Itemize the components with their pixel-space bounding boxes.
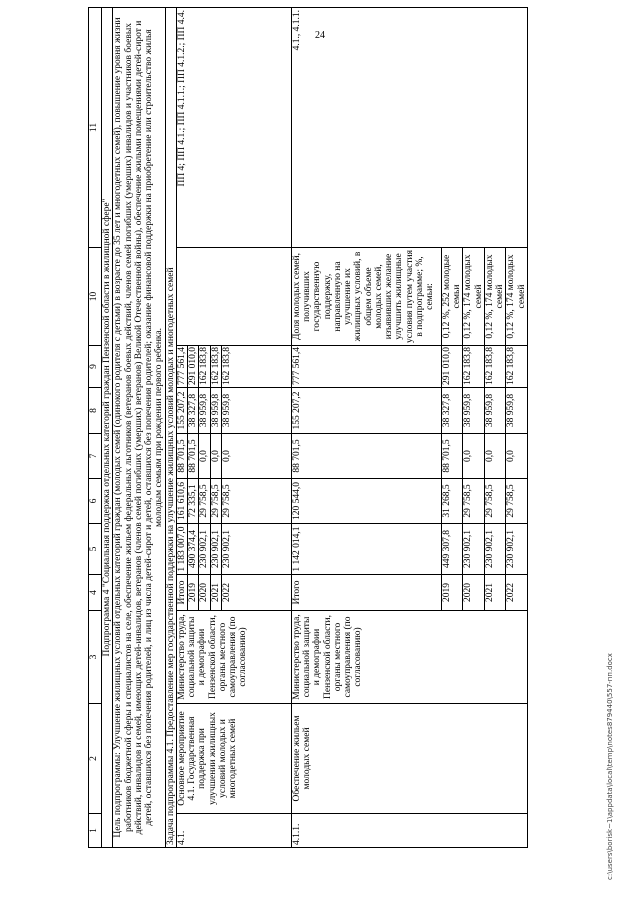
value-regional: 29 758,5 [463,479,485,524]
value-local: 38 959,8 [484,388,506,434]
measure-executor: Министерство труда, социальной защиты и демографии Пензенской области, органы местного самоуправления (по согласованию) [176,611,291,704]
subprogram-task: Задача подпрограммы 4.1. Предоставление мер государственной поддержки на улучшение жилищных условий молодых и многодетных семей [165,8,176,848]
value-total: 1 142 014,1 [291,524,441,575]
value-local: 38 959,8 [199,388,210,434]
year-cell: Итого [291,575,441,611]
value-extrabudget: 162 183,8 [484,346,506,388]
value-local: 155 207,2 [176,388,187,434]
value-total: 230 902,1 [221,524,291,575]
subprogram-goal: Цель подпрограммы: Улучшение жилищных условий отдельных категорий граждан (молодых семей (одинокого родителя с детьми) в возрасте до 35 лет и многодетных семей), повышение уровня жизни работников бюджетной сферы и специалистов на селе, обеспечение жильем федеральных льготников (ветеранов боевых действий, членов семей погибших (умерших) инвалидов и участников боевых действий, инвалидов и семей, имеющих детей-инвалидов, ветеранов (членов семей погибших (умерших) ветеранов) Великой Отечественной войны), обеспечение жилыми помещениями детей-сирот и детей, оставшихся без попечения родителей, и лиц из числа детей-сирот и детей, оставшихся без попечения родителей; оказание финансовой поддержки на приобретение или строительство жилья молодым семьям при рождении первого ребенка. [113,8,165,848]
task-row [165,8,176,848]
column-number: 1 [89,814,102,848]
column-number: 10 [89,248,102,346]
value-regional: 29 758,5 [506,479,528,524]
value-local: 38 327,8 [188,388,199,434]
year-cell: Итого [176,575,187,611]
column-number: 9 [89,346,102,388]
value-regional: 29 758,5 [484,479,506,524]
value-regional: 29 758,5 [199,479,210,524]
value-federal: 0,0 [221,434,291,479]
column-number-row [89,8,102,848]
row-number: 4.1.1. [291,814,527,848]
year-cell: 2020 [199,575,210,611]
value-extrabudget: 162 183,8 [463,346,485,388]
value-extrabudget: 162 183,8 [506,346,528,388]
value-total: 490 374,4 [188,524,199,575]
indicator-cell [176,248,291,346]
value-federal: 0,0 [210,434,221,479]
value-federal: 88 701,5 [176,434,187,479]
year-cell: 2020 [463,575,485,611]
value-extrabudget: 162 183,8 [199,346,210,388]
column-number: 7 [89,434,102,479]
value-federal: 88 701,5 [291,434,441,479]
value-regional: 72 335,1 [188,479,199,524]
column-number: 3 [89,611,102,704]
year-cell: 2022 [221,575,291,611]
value-total: 230 902,1 [506,524,528,575]
column-number: 2 [89,704,102,814]
value-extrabudget: 777 561,4 [176,346,187,388]
value-total: 230 902,1 [210,524,221,575]
value-local: 38 959,8 [463,388,485,434]
value-extrabudget: 291 010,0 [188,346,199,388]
year-cell: 2019 [441,575,463,611]
value-extrabudget: 777 561,4 [291,346,441,388]
subprogram-table [88,7,528,848]
indicator-cell: 0,12 %, 174 молодых семей [463,248,485,346]
year-cell: 2022 [506,575,528,611]
value-regional: 120 544,0 [291,479,441,524]
value-federal: 0,0 [199,434,210,479]
value-federal: 0,0 [506,434,528,479]
value-regional: 29 758,5 [210,479,221,524]
value-total: 1 183 007,0 [176,524,187,575]
value-federal: 0,0 [484,434,506,479]
indicator-cell: 0,12 %, 174 молодых семей [484,248,506,346]
column-number: 11 [89,8,102,248]
year-cell: 2021 [484,575,506,611]
page-number: 24 [315,30,325,41]
value-federal: 0,0 [463,434,485,479]
value-total: 449 307,8 [441,524,463,575]
table-row [176,8,187,848]
footer-file-path: c:\users\borisk~1\appdata\local\temp\notes879440\557-пп.docx [606,653,614,880]
value-federal: 88 701,5 [188,434,199,479]
column-number: 4 [89,575,102,611]
measure-name: Основное мероприятие 4.1. Государственная поддержка при улучшении жилищных условий молодых и многодетных семей [176,704,291,814]
value-federal: 88 701,5 [441,434,463,479]
value-extrabudget: 162 183,8 [210,346,221,388]
value-regional: 161 610,6 [176,479,187,524]
value-local: 38 959,8 [506,388,528,434]
year-cell: 2021 [210,575,221,611]
value-extrabudget: 291 010,0 [441,346,463,388]
value-total: 230 902,1 [484,524,506,575]
value-local: 38 327,8 [441,388,463,434]
column-number: 6 [89,479,102,524]
table-row [291,8,441,848]
measure-name: Обеспечение жильем молодых семей [291,704,527,814]
column-number: 8 [89,388,102,434]
value-total: 230 902,1 [463,524,485,575]
value-total: 230 902,1 [199,524,210,575]
subprogram-title: Подпрограмма 4 "Социальная поддержка отдельных категорий граждан Пензенской области в жилищной сфере" [102,8,113,848]
value-regional: 31 268,5 [441,479,463,524]
value-local: 38 959,8 [221,388,291,434]
column-number: 5 [89,524,102,575]
goal-row [113,8,165,848]
subprogram-title-row [102,8,113,848]
indicator-ref: 4.1., 4.1.1. [291,8,527,248]
indicator-cell: Доля молодых семей, получивших государственную поддержку, направленную на улучшение их жилищных условий, в общем объеме молодых семей, изъявивших желание улучшить жилищные условия путем участия в подпрограмме; %, семьи: [291,248,441,346]
value-extrabudget: 162 183,8 [221,346,291,388]
row-number: 4.1. [176,814,291,848]
value-local: 38 959,8 [210,388,221,434]
indicator-cell: 0,12 %, 174 молодых семей [506,248,528,346]
measure-executor: Министерство труда, социальной защиты и демографии Пензенской области, органы местного самоуправления (по согласованию) [291,611,527,704]
indicator-cell: 0,12 %, 252 молодые семьи [441,248,463,346]
year-cell: 2019 [188,575,199,611]
value-regional: 29 758,5 [221,479,291,524]
indicator-ref: ПП 4; ПП 4.1.; ПП 4.1.1.; ПП 4.1.2.; ПП 4.4. [176,8,291,248]
value-local: 155 207,2 [291,388,441,434]
